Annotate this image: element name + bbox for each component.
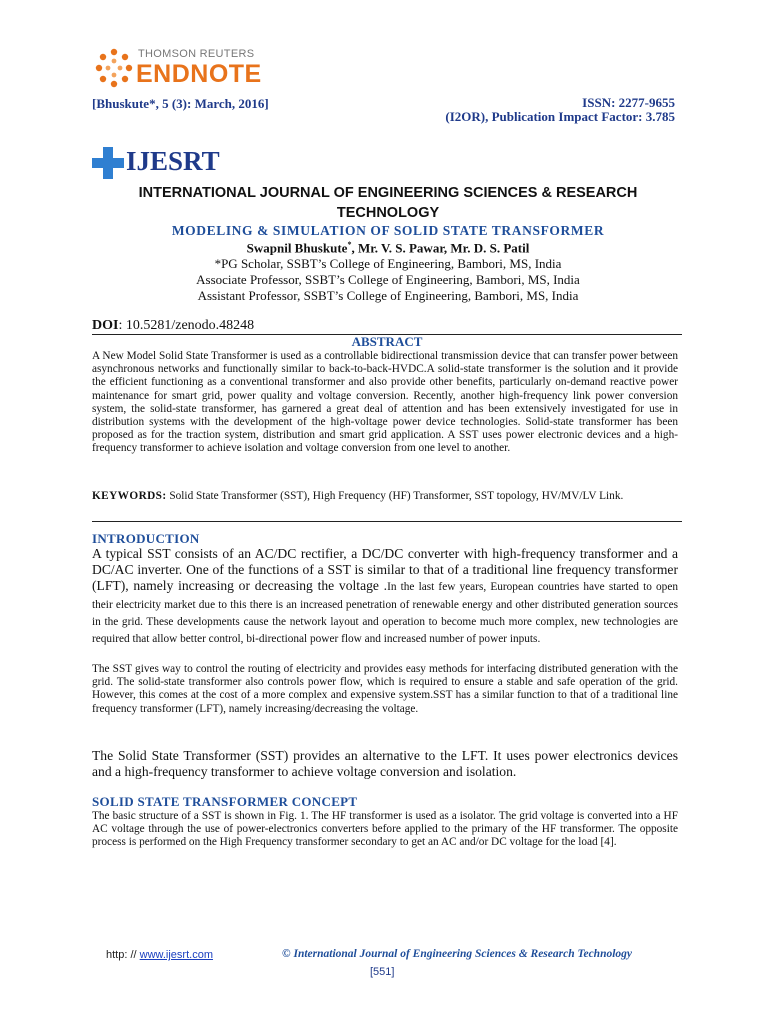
authors-rest: , Mr. V. S. Pawar, Mr. D. S. Patil <box>351 240 530 256</box>
abstract-heading: ABSTRACT <box>351 334 423 349</box>
intro-p1-large: A typical SST consists of an AC/DC rectifier, a DC/DC converter with high-frequency transformer and a DC/AC inverter. One of the functions of a SST is similar to that of a traditional line frequency transformer (LFT), namely increasing or decreasing the voltage . <box>92 546 678 594</box>
authors <box>92 240 684 256</box>
corresponding-mark: * <box>347 240 352 249</box>
ijesrt-text: IJESRT <box>126 146 220 176</box>
endnote-text: ENDNOTE <box>136 60 262 88</box>
issn-block <box>445 96 675 124</box>
issn: ISSN: 2277-9655 <box>582 95 675 110</box>
website-link[interactable]: www.ijesrt.com <box>139 949 213 961</box>
concept-heading: SOLID STATE TRANSFORMER CONCEPT <box>92 794 358 809</box>
plus-icon <box>92 147 124 179</box>
page-number: [551] <box>370 966 395 978</box>
affiliation-1: *PG Scholar, SSBT’s College of Engineering, Bambori, MS, India <box>214 256 562 271</box>
keywords-label: KEYWORDS: <box>92 490 167 502</box>
affiliation-3: Assistant Professor, SSBT’s College of Engineering, Bambori, MS, India <box>197 288 579 303</box>
footer-url <box>106 949 213 961</box>
paper-title: MODELING & SIMULATION OF SOLID STATE TRANSFORMER <box>171 223 605 238</box>
citation: [Bhuskute*, 5 (3): March, 2016] <box>92 96 269 111</box>
endnote-dots-icon <box>94 48 134 88</box>
introduction-heading: INTRODUCTION <box>92 531 200 546</box>
thomson-reuters-text: THOMSON REUTERS <box>138 48 255 60</box>
journal-title: INTERNATIONAL JOURNAL OF ENGINEERING SCIENCES & RESEARCH TECHNOLOGY <box>138 185 638 221</box>
intro-paragraph-1 <box>92 546 678 647</box>
keywords-text: Solid State Transformer (SST), High Frequency (HF) Transformer, SST topology, HV/MV/LV Link. <box>166 490 624 502</box>
affiliation-2: Associate Professor, SSBT’s College of Engineering, Bambori, MS, India <box>196 272 580 287</box>
footer-journal: © International Journal of Engineering Sciences & Research Technology <box>282 948 633 960</box>
keywords <box>92 490 678 503</box>
concept-text: The basic structure of a SST is shown in Fig. 1. The HF transformer is used as a isolator. The grid voltage is converted into a HF AC voltage through the use of power-electronics converters before applied to the primary of the HF transformer. The opposite process is performed on the High Frequency transformer secondary to get an AC and/or DC voltage for the load [4]. <box>92 810 678 849</box>
intro-p1-small: In the last few years, European countries have started to open their electricity market due to this there is an increased penetration of renewable energy and other distributed generation sources in the grid. These developments cause the network layout and operation to become much more complex, new technologies are required that allow better control, bi-directional power flow and increased number of power inputs. <box>92 581 678 646</box>
doi <box>92 318 254 334</box>
abstract-text: A New Model Solid State Transformer is used as a controllable bidirectional transmission device that can transfer power between asynchronous networks and functionally similar to back-to-back-HVDC.A solid-state transformer is the solution and it provide the efficient functioning as a conventional transformer and also provide other benefits, particularly on-demand reactive power maintenance for smart grid, power quality and voltage conversion. Recently, another high-frequency link power conversion system, the solid-state transformer, has garnered a great deal of attention and has been extensively investigated for use in distribution systems with the development of the high-voltage power device technologies. Solid-state transformer has been proposed as for the traction system, distribution and smart grid application. A SST uses power electronic devices and a high-frequency transformer to achieve isolation and voltage conversion from one level to another. <box>92 350 678 455</box>
doi-value: : 10.5281/zenodo.48248 <box>118 318 255 333</box>
author-1: Swapnil Bhuskute <box>246 240 348 256</box>
doi-label: DOI <box>92 318 119 333</box>
intro-paragraph-2: The SST gives way to control the routing of electricity and provides easy methods for interfacing distributed generation with the grid. The solid-state transformer also controls power flow, which is required to ensure a stable and safe operation of the grid. However, this comes at the cost of a more complex and expensive system.SST has a similar function to that of a traditional line frequency transformer (LFT), namely increasing/decreasing the voltage. <box>92 663 678 715</box>
impact-factor: (I2OR), Publication Impact Factor: 3.785 <box>445 109 675 124</box>
endnote-logo <box>94 44 274 94</box>
divider <box>92 521 682 522</box>
url-prefix: http: // <box>106 949 140 961</box>
intro-paragraph-3: The Solid State Transformer (SST) provides an alternative to the LFT. It uses power electronics devices and a high-frequency transformer to achieve voltage conversion and isolation. <box>92 748 678 780</box>
